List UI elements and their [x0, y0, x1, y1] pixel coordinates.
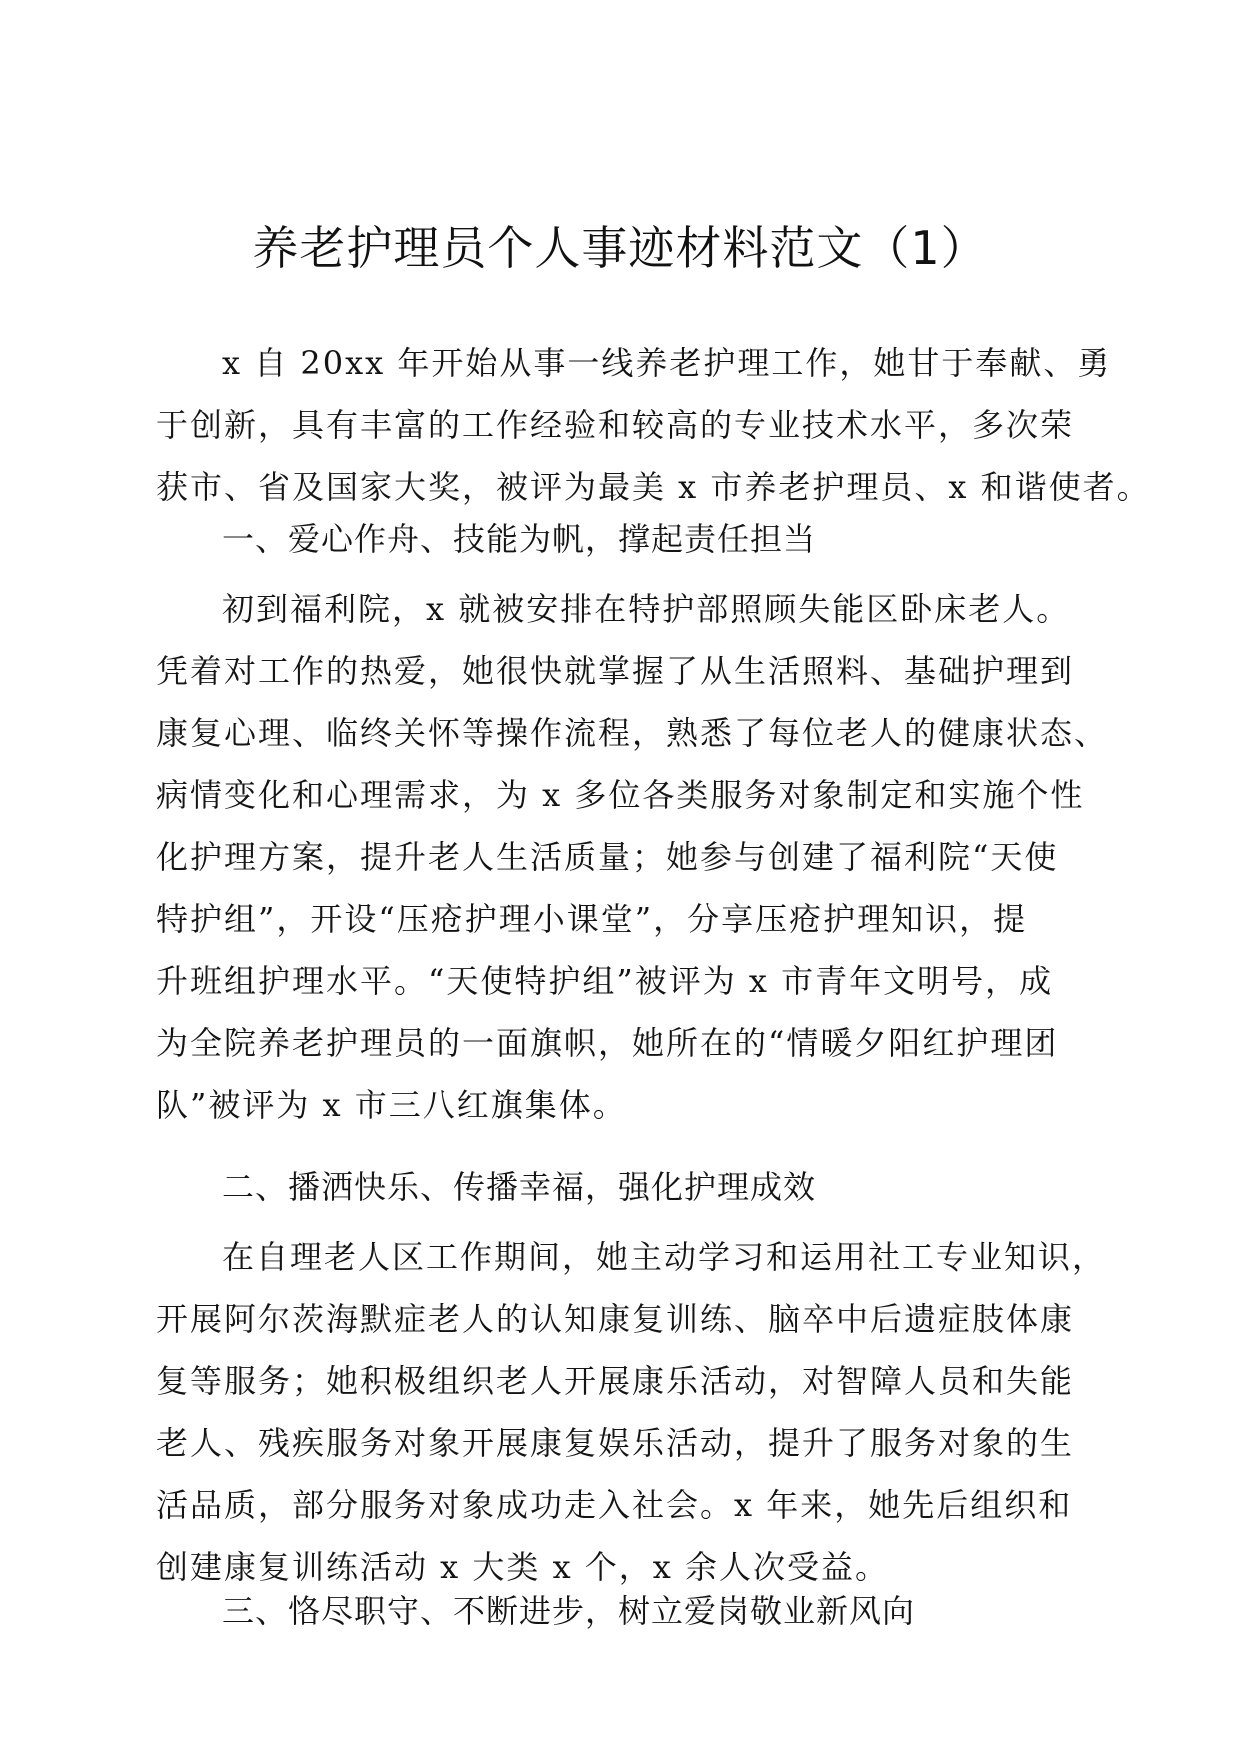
- section-paragraph: [156, 578, 1109, 1136]
- paragraph-line: 化护理方案，提升老人生活质量；她参与创建了福利院“天使: [156, 838, 1059, 876]
- intro-paragraph: [156, 332, 1151, 518]
- paragraph-line: 复等服务；她积极组织老人开展康乐活动，对智障人员和失能: [156, 1362, 1075, 1400]
- section-heading: 二、播洒快乐、传播幸福，强化护理成效: [222, 1168, 817, 1206]
- paragraph-line: 初到福利院，x 就被安排在特护部照顾失能区卧床老人。: [222, 590, 1071, 628]
- paragraph-line: 开展阿尔茨海默症老人的认知康复训练、脑卒中后遗症肢体康: [156, 1300, 1075, 1338]
- paragraph-line: 在自理老人区工作期间，她主动学习和运用社工专业知识，: [222, 1238, 1107, 1276]
- section-heading: 一、爱心作舟、技能为帆，撑起责任担当: [222, 520, 817, 558]
- paragraph-line: 创建康复训练活动 x 大类 x 个，x 余人次受益。: [156, 1548, 890, 1586]
- document-title: 养老护理员个人事迹材料范文（1）: [252, 221, 988, 275]
- paragraph-line: 特护组”，开设“压疮护理小课堂”，分享压疮护理知识，提: [156, 900, 1028, 938]
- paragraph-line: 为全院养老护理员的一面旗帜，她所在的“情暖夕阳红护理团: [156, 1024, 1059, 1062]
- intro-line: 于创新，具有丰富的工作经验和较高的专业技术水平，多次荣: [156, 406, 1075, 444]
- paragraph-line: 活品质，部分服务对象成功走入社会。x 年来，她先后组织和: [156, 1486, 1073, 1524]
- section-paragraph: [156, 1226, 1107, 1598]
- paragraph-line: 病情变化和心理需求，为 x 多位各类服务对象制定和实施个性: [156, 776, 1085, 814]
- paragraph-line: 老人、残疾服务对象开展康复娱乐活动，提升了服务对象的生: [156, 1424, 1075, 1462]
- paragraph-line: 队”被评为 x 市三八红旗集体。: [156, 1086, 627, 1124]
- intro-line: 获市、省及国家大奖，被评为最美 x 市养老护理员、x 和谐使者。: [156, 468, 1151, 506]
- paragraph-line: 康复心理、临终关怀等操作流程，熟悉了每位老人的健康状态、: [156, 714, 1109, 752]
- section-heading: 三、恪尽职守、不断进步，树立爱岗敬业新风向: [222, 1592, 916, 1630]
- paragraph-line: 凭着对工作的热爱，她很快就掌握了从生活照料、基础护理到: [156, 652, 1075, 690]
- paragraph-line: 升班组护理水平。“天使特护组”被评为 x 市青年文明号，成: [156, 962, 1054, 1000]
- intro-line: x 自 20xx 年开始从事一线养老护理工作，她甘于奉献、勇: [222, 344, 1112, 382]
